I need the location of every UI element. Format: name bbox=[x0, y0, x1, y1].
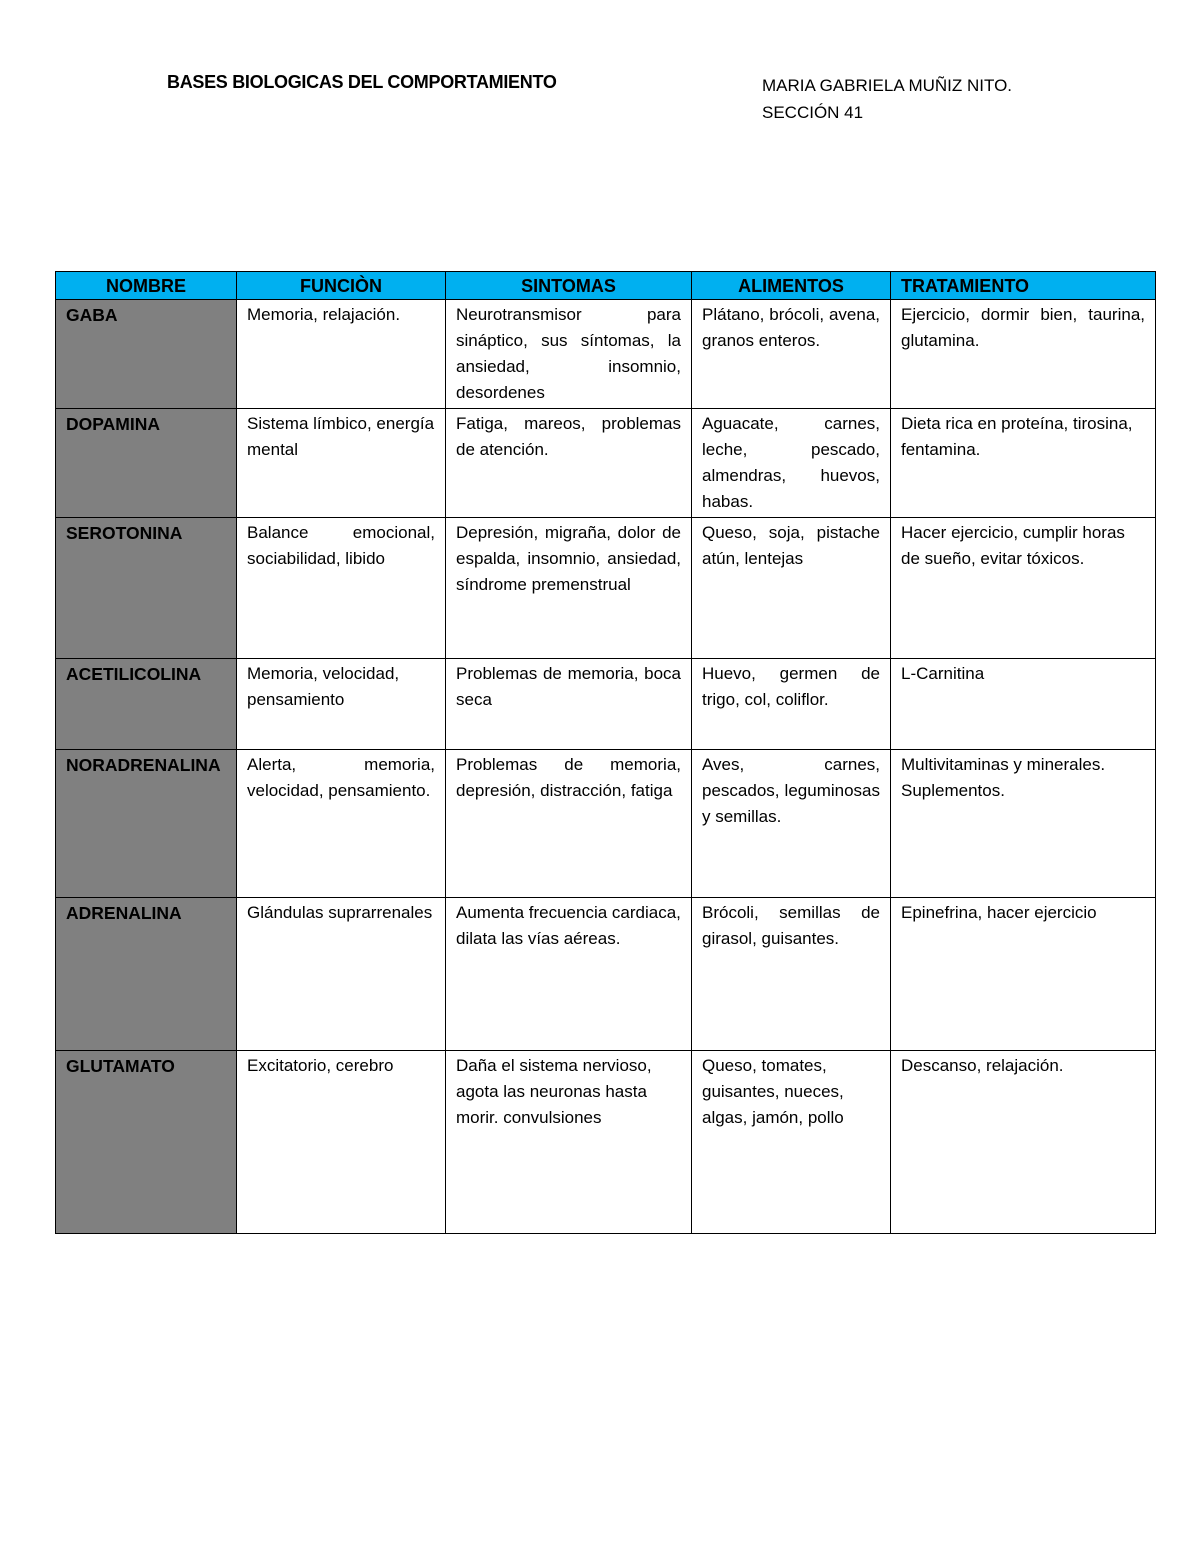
section-label: SECCIÓN 41 bbox=[762, 103, 864, 122]
cell-nombre: NORADRENALINA bbox=[56, 750, 237, 898]
cell-funcion: Excitatorio, cerebro bbox=[237, 1051, 446, 1234]
column-header-tratamiento: TRATAMIENTO bbox=[891, 272, 1156, 300]
column-header-funcion: FUNCIÒN bbox=[237, 272, 446, 300]
cell-alimentos: Queso, tomates, guisantes, nueces, algas, jamón, pollo bbox=[692, 1051, 891, 1234]
cell-sintomas: Daña el sistema nervioso, agota las neuronas hasta morir. convulsiones bbox=[446, 1051, 692, 1234]
column-header-sintomas: SINTOMAS bbox=[446, 272, 692, 300]
cell-nombre: ACETILICOLINA bbox=[56, 659, 237, 750]
cell-tratamiento: Multivitaminas y minerales. Suplementos. bbox=[891, 750, 1156, 898]
document-title: BASES BIOLOGICAS DEL COMPORTAMIENTO bbox=[167, 72, 557, 92]
cell-tratamiento: Dieta rica en proteína, tirosina, fentamina. bbox=[891, 409, 1156, 518]
cell-tratamiento: Descanso, relajación. bbox=[891, 1051, 1156, 1234]
column-header-alimentos: ALIMENTOS bbox=[692, 272, 891, 300]
cell-alimentos: Huevo, germen de trigo, col, coliflor. bbox=[692, 659, 891, 750]
table-row bbox=[56, 518, 1156, 659]
cell-nombre: ADRENALINA bbox=[56, 898, 237, 1051]
cell-funcion: Memoria, velocidad, pensamiento bbox=[237, 659, 446, 750]
cell-tratamiento: Epinefrina, hacer ejercicio bbox=[891, 898, 1156, 1051]
cell-funcion: Glándulas suprarrenales bbox=[237, 898, 446, 1051]
neurotransmitter-table bbox=[55, 271, 1156, 1234]
cell-sintomas: Problemas de memoria, boca seca bbox=[446, 659, 692, 750]
cell-alimentos: Aves, carnes, pescados, leguminosas y semillas. bbox=[692, 750, 891, 898]
cell-funcion: Sistema límbico, energía mental bbox=[237, 409, 446, 518]
cell-sintomas: Problemas de memoria, depresión, distracción, fatiga bbox=[446, 750, 692, 898]
table-row bbox=[56, 659, 1156, 750]
cell-alimentos: Plátano, brócoli, avena, granos enteros. bbox=[692, 300, 891, 409]
cell-funcion: Memoria, relajación. bbox=[237, 300, 446, 409]
cell-tratamiento: L-Carnitina bbox=[891, 659, 1156, 750]
column-header-nombre: NOMBRE bbox=[56, 272, 237, 300]
cell-alimentos: Aguacate, carnes, leche, pescado, almendras, huevos, habas. bbox=[692, 409, 891, 518]
author-block bbox=[762, 72, 1012, 126]
table-row bbox=[56, 409, 1156, 518]
cell-tratamiento: Hacer ejercicio, cumplir horas de sueño, evitar tóxicos. bbox=[891, 518, 1156, 659]
cell-nombre: SEROTONINA bbox=[56, 518, 237, 659]
cell-alimentos: Queso, soja, pistache atún, lentejas bbox=[692, 518, 891, 659]
cell-nombre: DOPAMINA bbox=[56, 409, 237, 518]
cell-funcion: Alerta, memoria, velocidad, pensamiento. bbox=[237, 750, 446, 898]
author-name: MARIA GABRIELA MUÑIZ NITO. bbox=[762, 76, 1013, 95]
cell-sintomas: Neurotransmisor para sináptico, sus síntomas, la ansiedad, insomnio, desordenes bbox=[446, 300, 692, 409]
cell-nombre: GLUTAMATO bbox=[56, 1051, 237, 1234]
cell-nombre: GABA bbox=[56, 300, 237, 409]
table-row bbox=[56, 300, 1156, 409]
cell-sintomas: Fatiga, mareos, problemas de atención. bbox=[446, 409, 692, 518]
table-row bbox=[56, 1051, 1156, 1234]
cell-tratamiento: Ejercicio, dormir bien, taurina, glutamina. bbox=[891, 300, 1156, 409]
cell-alimentos: Brócoli, semillas de girasol, guisantes. bbox=[692, 898, 891, 1051]
table-row bbox=[56, 898, 1156, 1051]
table-row bbox=[56, 750, 1156, 898]
cell-sintomas: Depresión, migraña, dolor de espalda, insomnio, ansiedad, síndrome premenstrual bbox=[446, 518, 692, 659]
table-header-row bbox=[56, 272, 1156, 300]
cell-funcion: Balance emocional, sociabilidad, libido bbox=[237, 518, 446, 659]
cell-sintomas: Aumenta frecuencia cardiaca, dilata las vías aéreas. bbox=[446, 898, 692, 1051]
